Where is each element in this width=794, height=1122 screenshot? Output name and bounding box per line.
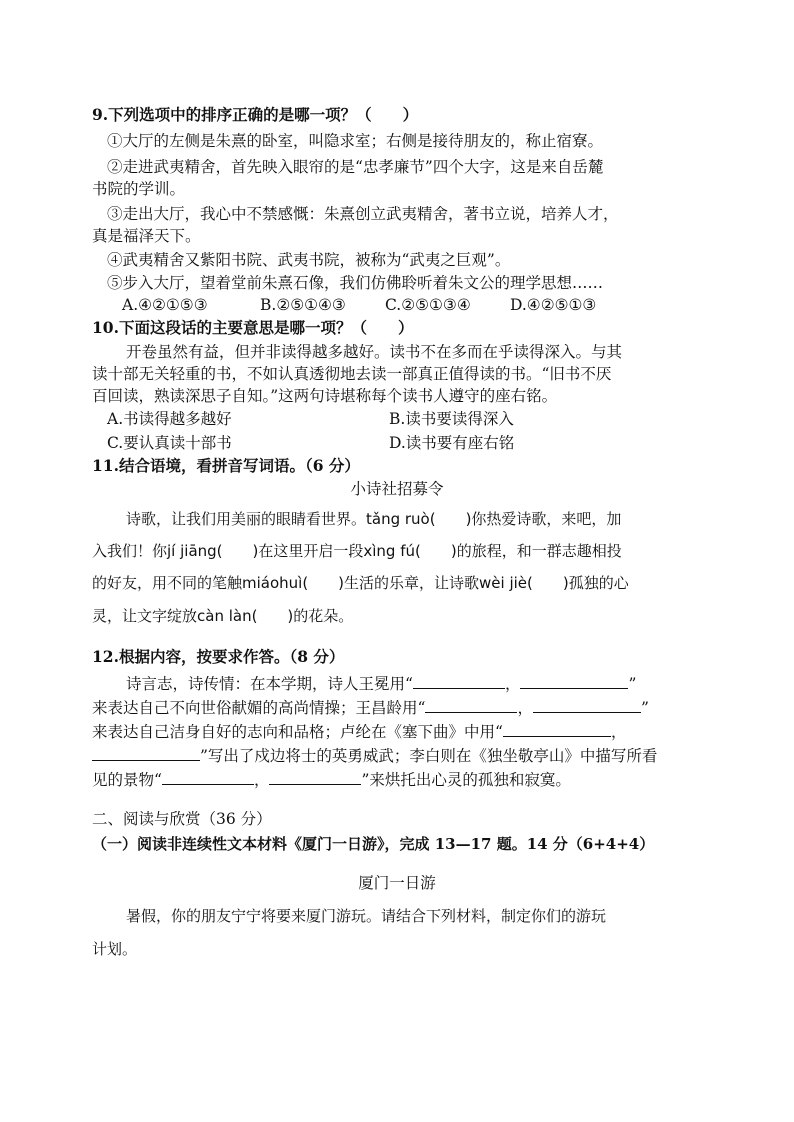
q12-seg1: 诗言志，诗传情：在本学期，诗人王冕用“ bbox=[126, 675, 413, 693]
q10-option-c: C.要认真读十部书 bbox=[107, 434, 232, 452]
q12-blank-2[interactable] bbox=[520, 672, 628, 689]
q11-line-1: 诗歌，让我们用美丽的眼睛看世界。tǎng ruò( )你热爱诗歌，来吧，加 bbox=[126, 510, 622, 528]
q12-seg2: 来表达自己不向世俗献媚的高尚情操；王昌龄用“ bbox=[92, 699, 426, 717]
q9-item-4: ④武夷精舍又紫阳书院、武夷书院，被称为“武夷之巨观”。 bbox=[107, 251, 511, 269]
q12-comma-4: ， bbox=[253, 771, 270, 789]
q9-option-d: D.④②⑤①③ bbox=[510, 296, 597, 314]
q12-title: 12.根据内容，按要求作答。（8 分） bbox=[92, 647, 345, 666]
q9-item-5: ⑤步入大厅，望着堂前朱熹石像，我们仿佛聆听着朱文公的理学思想…… bbox=[107, 274, 604, 292]
q9-item-1: ①大厅的左侧是朱熹的卧室，叫隐求室；右侧是接待朋友的，称止宿寮。 bbox=[107, 132, 604, 150]
q10-passage-2: 读十部无关轻重的书，不如认真透彻地去读一部真正值得读的书。“旧书不厌 bbox=[92, 365, 612, 383]
q12-line-1 bbox=[126, 672, 636, 695]
q10-option-a: A.书读得越多越好 bbox=[107, 410, 232, 428]
q11-title: 11.结合语境，看拼音写词语。（6 分） bbox=[92, 456, 360, 475]
q12-seg3: 来表达自己洁身自好的志向和品格；卢纶在《塞下曲》中用“ bbox=[92, 723, 503, 741]
q12-seg4: ”写出了戍边将士的英勇威武；李白则在《独坐敬亭山》中描写所看 bbox=[200, 747, 658, 765]
q12-blank-7[interactable] bbox=[162, 768, 254, 785]
q11-line-3: 的好友，用不同的笔触miáohuì( )生活的乐章，让诗歌wèi jiè( )孤独的心 bbox=[92, 574, 629, 592]
q9-item-3-cont: 真是福泽天下。 bbox=[92, 227, 201, 245]
q12-comma-1: ， bbox=[504, 675, 521, 693]
q10-passage-1: 开卷虽然有益，但并非读得越多越好。读书不在多而在乎读得深入。与其 bbox=[126, 343, 623, 361]
intro-line-2: 计划。 bbox=[92, 940, 138, 958]
q12-blank-8[interactable] bbox=[269, 768, 361, 785]
q10-option-d: D.读书要有座右铭 bbox=[389, 434, 515, 452]
q9-option-b: B.②⑤①④③ bbox=[260, 296, 346, 314]
q12-comma-2: ， bbox=[517, 699, 533, 717]
q9-item-3: ③走出大厅，我心中不禁感慨：朱熹创立武夷精舍，著书立说，培养人才， bbox=[107, 205, 619, 223]
q11-subtitle: 小诗社招募令 bbox=[350, 480, 444, 498]
q9-option-c: C.②⑤①③④ bbox=[385, 296, 471, 314]
article-title: 厦门一日游 bbox=[358, 874, 436, 892]
q12-blank-1[interactable] bbox=[413, 672, 505, 689]
q12-quote-1: ” bbox=[628, 675, 637, 693]
q10-passage-3: 百回读，熟读深思子自知。”这两句诗堪称每个读书人遵守的座右铭。 bbox=[92, 387, 558, 405]
section2-title: 二、阅读与欣赏（36 分） bbox=[92, 810, 272, 828]
q9-option-a: A.④②①⑤③ bbox=[122, 296, 208, 314]
intro-line-1: 暑假，你的朋友宁宁将要来厦门游玩。请结合下列材料，制定你们的游玩 bbox=[126, 907, 607, 925]
q9-title: 9.下列选项中的排序正确的是哪一项？（ ） bbox=[92, 105, 419, 124]
q10-title: 10.下面这段话的主要意思是哪一项？（ ） bbox=[92, 318, 414, 337]
q12-quote-2: ” bbox=[640, 699, 649, 717]
q12-comma-3: ， bbox=[610, 723, 627, 741]
q12-blank-6[interactable] bbox=[92, 744, 200, 761]
q12-blank-3[interactable] bbox=[425, 696, 517, 713]
q12-seg5: 见的景物“ bbox=[92, 771, 162, 789]
q12-blank-5[interactable] bbox=[503, 720, 611, 737]
q12-line-4 bbox=[92, 744, 657, 767]
q10-option-b: B.读书要读得深入 bbox=[389, 410, 514, 428]
q11-line-2: 入我们！你jí jiāng( )在这里开启一段xìng fú( )的旅程，和一群志趣相投 bbox=[92, 542, 622, 560]
section2-part1: （一）阅读非连续性文本材料《厦门一日游》，完成 13—17 题。14 分（6+4+4） bbox=[92, 835, 655, 853]
q12-line-3 bbox=[92, 720, 626, 743]
q12-blank-4[interactable] bbox=[533, 696, 641, 713]
q12-seg6: ”来烘托出心灵的孤独和寂寞。 bbox=[361, 771, 571, 789]
q11-line-4: 灵，让文字绽放càn làn( )的花朵。 bbox=[92, 607, 354, 625]
q9-item-2: ②走进武夷精舍，首先映入眼帘的是“忠孝廉节”四个大字，这是来自岳麓 bbox=[107, 158, 604, 176]
q9-item-2-cont: 书院的学训。 bbox=[92, 180, 186, 198]
q12-line-5 bbox=[92, 768, 571, 791]
q12-line-2 bbox=[92, 696, 649, 719]
